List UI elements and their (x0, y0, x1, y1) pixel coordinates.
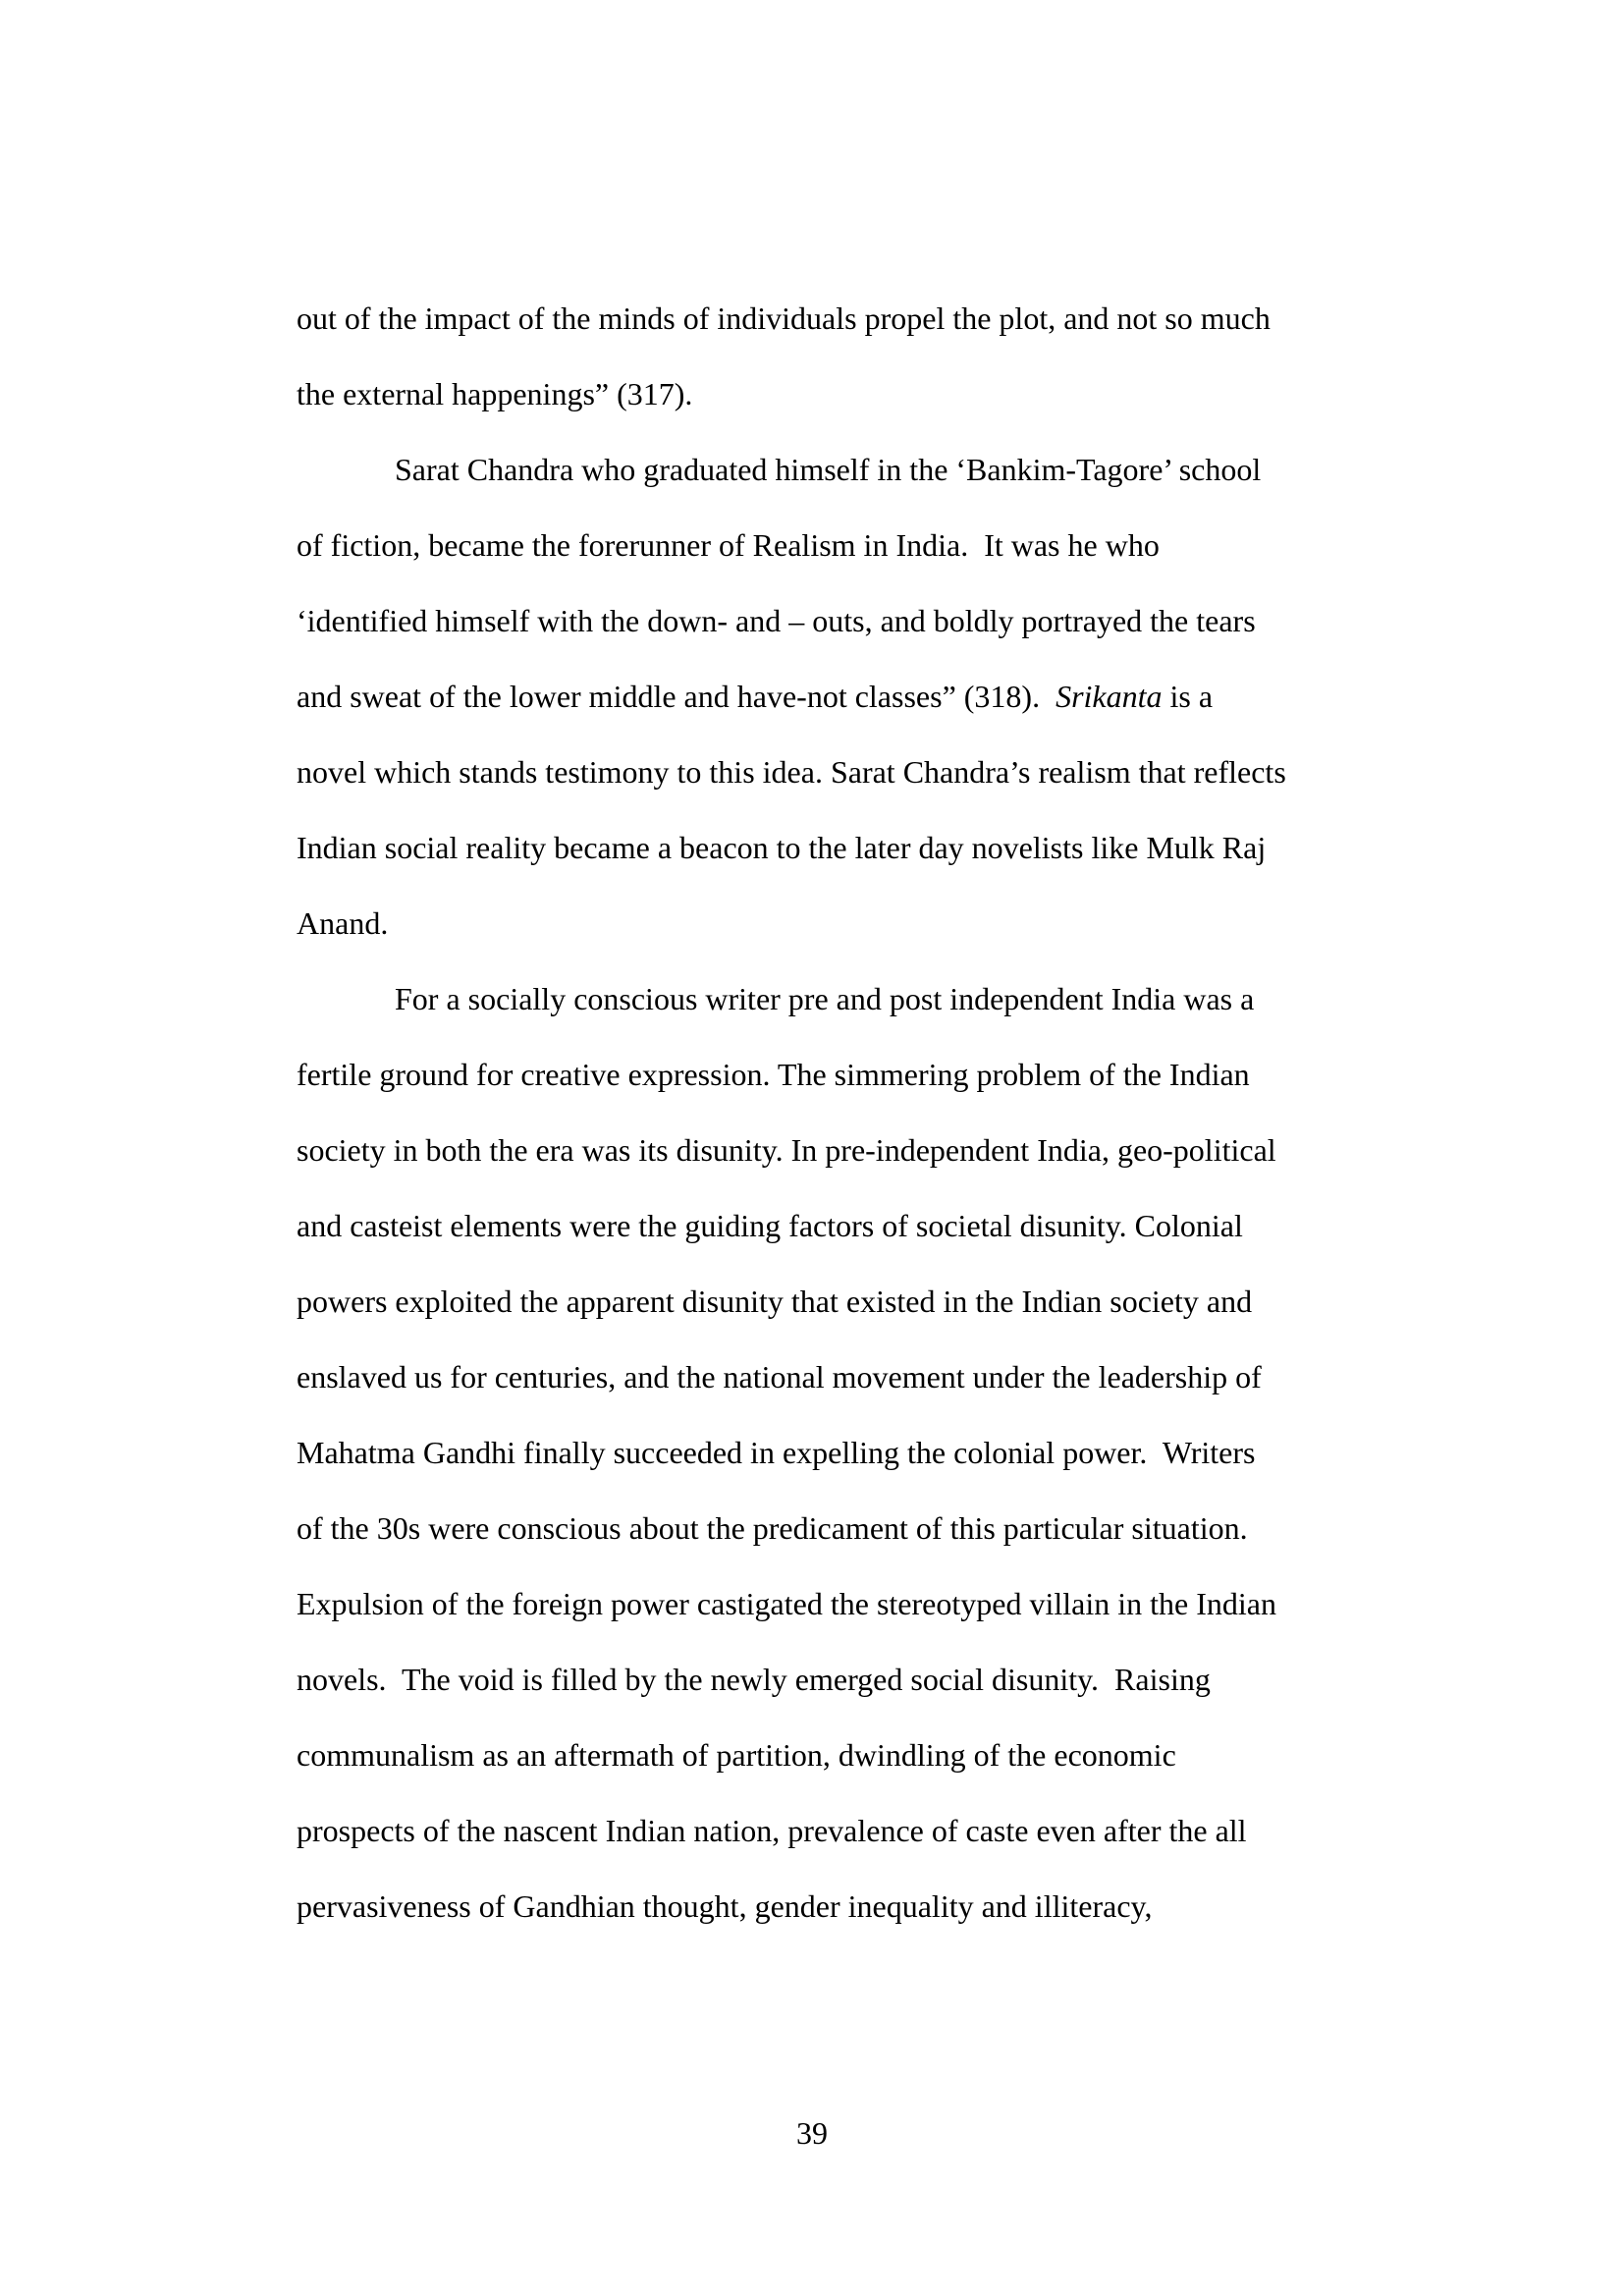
paragraph-1-line-1: out of the impact of the minds of individuals propel the plot, and not so much (297, 301, 1271, 336)
paragraph-3-line-5: powers exploited the apparent disunity that existed in the Indian society and (297, 1284, 1253, 1319)
paragraph-3-line-3: society in both the era was its disunity. In pre-independent India, geo-political (297, 1132, 1276, 1168)
paragraph-2-line-3: ‘identified himself with the down- and – outs, and boldly portrayed the tears (297, 603, 1256, 638)
paragraph-2-line-7: Anand. (297, 905, 389, 941)
paragraph-2-line-2: of fiction, became the forerunner of Realism in India. It was he who (297, 527, 1160, 563)
paragraph-2-line-4 (297, 673, 1337, 748)
paragraph-3-line-11: communalism as an aftermath of partition, dwindling of the economic (297, 1737, 1176, 1773)
paragraph-3-line-7: Mahatma Gandhi finally succeeded in expelling the colonial power. Writers (297, 1435, 1256, 1470)
paragraph-3-line-6: enslaved us for centuries, and the national movement under the leadership of (297, 1359, 1262, 1394)
body-text (297, 295, 1337, 1958)
paragraph-3-line-8: of the 30s were conscious about the predicament of this particular situation. (297, 1510, 1248, 1546)
paragraph-2-line-6: Indian social reality became a beacon to the later day novelists like Mulk Raj (297, 830, 1267, 865)
paragraph-2-line-1: Sarat Chandra who graduated himself in the ‘Bankim-Tagore’ school (395, 452, 1262, 487)
page-number: 39 (796, 2115, 828, 2151)
paragraph-3-line-2: fertile ground for creative expression. The simmering problem of the Indian (297, 1057, 1250, 1092)
paragraph-3-line-10: novels. The void is filled by the newly emerged social disunity. Raising (297, 1662, 1211, 1697)
paragraph-2-line-5: novel which stands testimony to this idea. Sarat Chandra’s realism that reflects (297, 754, 1286, 790)
paragraph-3-line-4: and casteist elements were the guiding factors of societal disunity. Colonial (297, 1208, 1243, 1243)
paragraph-2-line-4-tail: is a (1162, 679, 1214, 714)
paragraph-3-line-13: pervasiveness of Gandhian thought, gender inequality and illiteracy, (297, 1888, 1153, 1924)
paragraph-3-line-9: Expulsion of the foreign power castigated the stereotyped villain in the Indian (297, 1586, 1276, 1621)
paragraph-2-line-4-text: and sweat of the lower middle and have-not classes” (318). (297, 679, 1056, 714)
book-title-srikanta: Srikanta (1056, 679, 1163, 714)
paragraph-1-line-2: the external happenings” (317). (297, 376, 693, 411)
paragraph-3-line-12: prospects of the nascent Indian nation, prevalence of caste even after the all (297, 1813, 1247, 1848)
paragraph-3-line-1: For a socially conscious writer pre and post independent India was a (395, 981, 1255, 1016)
